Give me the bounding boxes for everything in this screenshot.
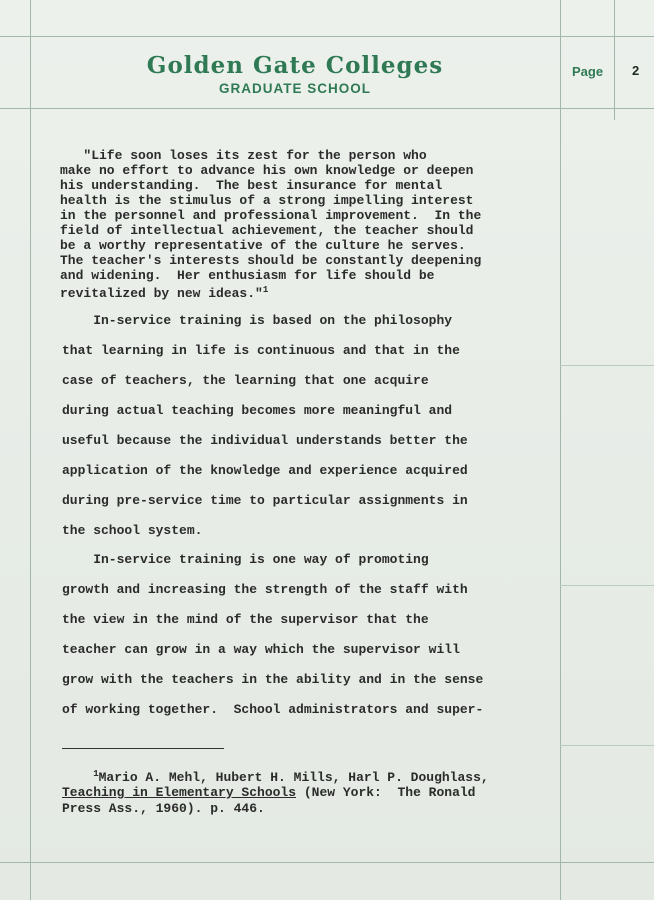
quote-line: be a worthy representative of the culture he serves. [60, 238, 466, 253]
body-line: In-service training is based on the philosophy [62, 313, 453, 328]
footnote-separator [62, 748, 224, 749]
quote-line: his understanding. The best insurance for mental [60, 178, 443, 193]
form-rule-bottom [0, 862, 654, 863]
quote-line: revitalized by new ideas." [60, 286, 263, 301]
footnote-line: Press Ass., 1960). p. 446. [62, 801, 265, 816]
footnote-book-title: Teaching in Elementary Schools [62, 785, 297, 800]
body-line: that learning in life is continuous and that in the [62, 343, 460, 358]
footnote-line [62, 769, 489, 785]
footnote-authors: Mario A. Mehl, Hubert H. Mills, Harl P. Doughlass, [98, 770, 489, 785]
form-rule-header-bottom [0, 108, 654, 109]
footnote-reference: 1 [262, 285, 269, 295]
margin-rule [560, 365, 654, 366]
school-name: GRADUATE SCHOOL [219, 81, 371, 96]
body-line: the school system. [62, 523, 203, 538]
quote-line: make no effort to advance his own knowledge or deepen [60, 163, 474, 178]
body-line: the view in the mind of the supervisor that the [62, 612, 429, 627]
body-line: during actual teaching becomes more meaningful and [62, 403, 453, 418]
page-number: 2 [632, 63, 640, 78]
body-line: teacher can grow in a way which the supervisor will [62, 642, 460, 657]
quote-line: field of intellectual achievement, the teacher should [60, 223, 474, 238]
quote-last-line [60, 283, 268, 301]
quote-line: health is the stimulus of a strong impelling interest [60, 193, 474, 208]
body-line: useful because the individual understands better the [62, 433, 468, 448]
form-rule-right [560, 0, 561, 900]
footnote-line [62, 785, 475, 800]
body-line: application of the knowledge and experience acquired [62, 463, 468, 478]
form-rule-page-box [614, 0, 615, 120]
body-line: In-service training is one way of promoting [62, 552, 429, 567]
body-line: of working together. School administrators and super- [62, 702, 484, 717]
body-line: case of teachers, the learning that one acquire [62, 373, 429, 388]
margin-rule [560, 585, 654, 586]
form-rule-top [0, 36, 654, 37]
form-rule-left [30, 0, 31, 900]
body-line: during pre-service time to particular assignments in [62, 493, 468, 508]
body-line: growth and increasing the strength of the staff with [62, 582, 468, 597]
quote-line: in the personnel and professional improvement. In the [60, 208, 482, 223]
footnote-publisher: (New York: The Ronald [296, 785, 476, 800]
footnote-mark: 1 [93, 769, 99, 779]
margin-rule [560, 745, 654, 746]
quote-line: and widening. Her enthusiasm for life should be [60, 268, 435, 283]
college-name: Golden Gate Colleges [146, 52, 444, 79]
quote-line: "Life soon loses its zest for the person who [60, 148, 427, 163]
body-line: grow with the teachers in the ability and in the sense [62, 672, 484, 687]
page-label: Page [572, 64, 604, 79]
quote-line: The teacher's interests should be constantly deepening [60, 253, 482, 268]
